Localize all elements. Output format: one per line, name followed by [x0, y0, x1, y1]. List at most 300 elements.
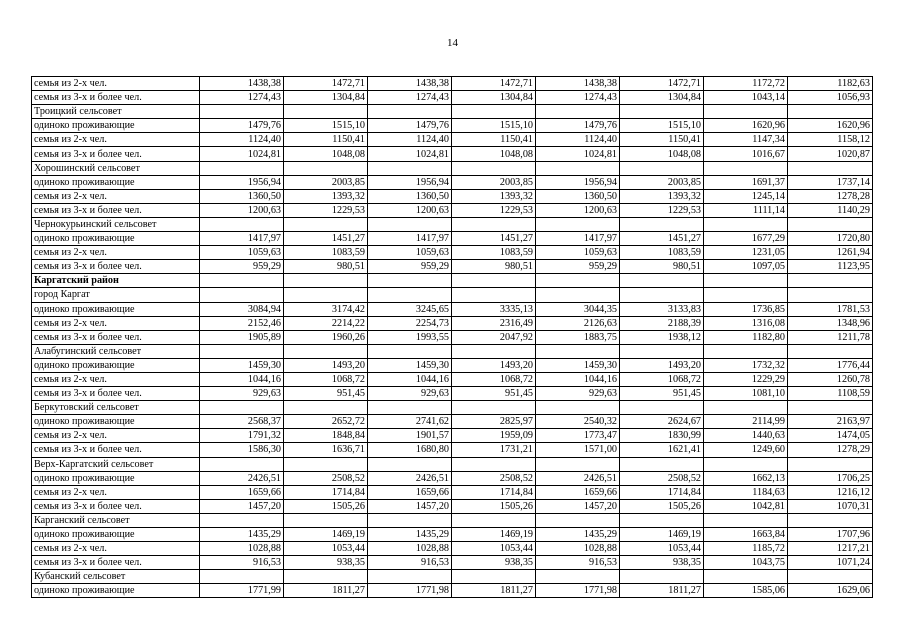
- value-cell: [704, 344, 788, 358]
- value-cell: 3044,35: [536, 302, 620, 316]
- tariff-table: [31, 76, 873, 598]
- value-cell: 1304,84: [620, 91, 704, 105]
- value-cell: 938,35: [452, 556, 536, 570]
- value-cell: 2126,63: [536, 316, 620, 330]
- table-row: [32, 471, 873, 485]
- value-cell: [284, 401, 368, 415]
- value-cell: 1451,27: [284, 232, 368, 246]
- table-row: [32, 330, 873, 344]
- value-cell: 1620,96: [788, 119, 873, 133]
- value-cell: 1680,80: [368, 443, 452, 457]
- value-cell: 1261,94: [788, 246, 873, 260]
- value-cell: [200, 217, 284, 231]
- value-cell: 1515,10: [284, 119, 368, 133]
- value-cell: [620, 457, 704, 471]
- value-cell: 1771,99: [200, 584, 284, 598]
- value-cell: 1659,66: [536, 485, 620, 499]
- section-name: Троицкий сельсовет: [32, 105, 200, 119]
- value-cell: 1042,81: [704, 499, 788, 513]
- value-cell: 1662,13: [704, 471, 788, 485]
- value-cell: [788, 344, 873, 358]
- value-cell: 2568,37: [200, 415, 284, 429]
- value-cell: [368, 344, 452, 358]
- value-cell: [536, 457, 620, 471]
- table-row: [32, 443, 873, 457]
- table-row: [32, 77, 873, 91]
- value-cell: 1024,81: [200, 147, 284, 161]
- section-header-row: [32, 513, 873, 527]
- value-cell: 1150,41: [452, 133, 536, 147]
- value-cell: [536, 288, 620, 302]
- value-cell: [788, 217, 873, 231]
- value-cell: [536, 217, 620, 231]
- row-label: семья из 3-х и более чел.: [32, 147, 200, 161]
- value-cell: 1020,87: [788, 147, 873, 161]
- value-cell: 1505,26: [620, 499, 704, 513]
- value-cell: 1360,50: [368, 189, 452, 203]
- value-cell: 1231,05: [704, 246, 788, 260]
- value-cell: 1459,30: [200, 358, 284, 372]
- value-cell: 1048,08: [620, 147, 704, 161]
- value-cell: 1621,41: [620, 443, 704, 457]
- value-cell: 1278,29: [788, 443, 873, 457]
- value-cell: 1140,29: [788, 203, 873, 217]
- row-label: семья из 2-х чел.: [32, 189, 200, 203]
- value-cell: 1438,38: [536, 77, 620, 91]
- value-cell: 1956,94: [536, 175, 620, 189]
- value-cell: 1083,59: [452, 246, 536, 260]
- value-cell: 1360,50: [536, 189, 620, 203]
- value-cell: [452, 570, 536, 584]
- value-cell: 1515,10: [620, 119, 704, 133]
- value-cell: [452, 288, 536, 302]
- value-cell: 1435,29: [536, 528, 620, 542]
- value-cell: 1124,40: [368, 133, 452, 147]
- value-cell: 1732,32: [704, 358, 788, 372]
- value-cell: 951,45: [284, 387, 368, 401]
- value-cell: 1260,78: [788, 372, 873, 386]
- value-cell: [452, 105, 536, 119]
- value-cell: 3084,94: [200, 302, 284, 316]
- value-cell: 1811,27: [284, 584, 368, 598]
- value-cell: 2047,92: [452, 330, 536, 344]
- row-label: семья из 2-х чел.: [32, 429, 200, 443]
- value-cell: 1024,81: [536, 147, 620, 161]
- value-cell: 1474,05: [788, 429, 873, 443]
- value-cell: 2316,49: [452, 316, 536, 330]
- row-label: одиноко проживающие: [32, 584, 200, 598]
- value-cell: [200, 401, 284, 415]
- section-header-row: [32, 570, 873, 584]
- value-cell: 1771,98: [368, 584, 452, 598]
- value-cell: 3335,13: [452, 302, 536, 316]
- table-row: [32, 189, 873, 203]
- value-cell: 1316,08: [704, 316, 788, 330]
- table-row: [32, 91, 873, 105]
- value-cell: 1479,76: [200, 119, 284, 133]
- value-cell: 1479,76: [536, 119, 620, 133]
- row-label: семья из 2-х чел.: [32, 485, 200, 499]
- value-cell: 1472,71: [620, 77, 704, 91]
- value-cell: 1229,53: [620, 203, 704, 217]
- value-cell: 1435,29: [368, 528, 452, 542]
- value-cell: [284, 161, 368, 175]
- value-cell: 1515,10: [452, 119, 536, 133]
- value-cell: 1108,59: [788, 387, 873, 401]
- table-row: [32, 203, 873, 217]
- value-cell: 1172,72: [704, 77, 788, 91]
- value-cell: 1229,53: [452, 203, 536, 217]
- value-cell: [284, 288, 368, 302]
- value-cell: [536, 161, 620, 175]
- row-label: семья из 2-х чел.: [32, 133, 200, 147]
- value-cell: 1776,44: [788, 358, 873, 372]
- value-cell: 1417,97: [368, 232, 452, 246]
- value-cell: 1229,53: [284, 203, 368, 217]
- value-cell: 1216,12: [788, 485, 873, 499]
- value-cell: [368, 217, 452, 231]
- value-cell: 1068,72: [620, 372, 704, 386]
- value-cell: [788, 161, 873, 175]
- value-cell: 1028,88: [368, 542, 452, 556]
- value-cell: [368, 288, 452, 302]
- value-cell: 1435,29: [200, 528, 284, 542]
- district-header-row: [32, 274, 873, 288]
- value-cell: 1048,08: [284, 147, 368, 161]
- value-cell: [284, 344, 368, 358]
- row-label: семья из 3-х и более чел.: [32, 556, 200, 570]
- value-cell: 2741,62: [368, 415, 452, 429]
- value-cell: [788, 401, 873, 415]
- value-cell: 2214,22: [284, 316, 368, 330]
- table-row: [32, 246, 873, 260]
- value-cell: 1016,67: [704, 147, 788, 161]
- value-cell: 2540,32: [536, 415, 620, 429]
- value-cell: 1070,31: [788, 499, 873, 513]
- value-cell: 1736,85: [704, 302, 788, 316]
- value-cell: 1083,59: [284, 246, 368, 260]
- value-cell: 1184,63: [704, 485, 788, 499]
- value-cell: [452, 513, 536, 527]
- table-row: [32, 302, 873, 316]
- value-cell: 1451,27: [620, 232, 704, 246]
- value-cell: [536, 344, 620, 358]
- value-cell: 1071,24: [788, 556, 873, 570]
- row-label: семья из 3-х и более чел.: [32, 387, 200, 401]
- value-cell: 1585,06: [704, 584, 788, 598]
- value-cell: 2003,85: [284, 175, 368, 189]
- value-cell: 1068,72: [284, 372, 368, 386]
- section-name: город Каргат: [32, 288, 200, 302]
- section-header-row: [32, 105, 873, 119]
- value-cell: [452, 161, 536, 175]
- row-label: одиноко проживающие: [32, 175, 200, 189]
- value-cell: 1053,44: [620, 542, 704, 556]
- value-cell: [200, 274, 284, 288]
- value-cell: [452, 401, 536, 415]
- value-cell: 2188,39: [620, 316, 704, 330]
- value-cell: [368, 570, 452, 584]
- value-cell: 1068,72: [452, 372, 536, 386]
- value-cell: 1791,32: [200, 429, 284, 443]
- section-name: Карганский сельсовет: [32, 513, 200, 527]
- value-cell: [620, 161, 704, 175]
- value-cell: 1848,84: [284, 429, 368, 443]
- value-cell: 1571,00: [536, 443, 620, 457]
- value-cell: [704, 288, 788, 302]
- value-cell: 1059,63: [368, 246, 452, 260]
- value-cell: 1304,84: [284, 91, 368, 105]
- value-cell: 2426,51: [200, 471, 284, 485]
- table-row: [32, 429, 873, 443]
- value-cell: 3133,83: [620, 302, 704, 316]
- value-cell: 1393,32: [452, 189, 536, 203]
- value-cell: 916,53: [536, 556, 620, 570]
- value-cell: [284, 570, 368, 584]
- value-cell: 929,63: [536, 387, 620, 401]
- value-cell: 1493,20: [620, 358, 704, 372]
- value-cell: [284, 105, 368, 119]
- value-cell: 1059,63: [200, 246, 284, 260]
- value-cell: 1249,60: [704, 443, 788, 457]
- value-cell: [620, 274, 704, 288]
- value-cell: [200, 105, 284, 119]
- value-cell: 1901,57: [368, 429, 452, 443]
- value-cell: 929,63: [368, 387, 452, 401]
- value-cell: 2825,97: [452, 415, 536, 429]
- table-row: [32, 542, 873, 556]
- value-cell: 1048,08: [452, 147, 536, 161]
- value-cell: 1274,43: [200, 91, 284, 105]
- row-label: семья из 3-х и более чел.: [32, 330, 200, 344]
- value-cell: 1956,94: [368, 175, 452, 189]
- value-cell: 2426,51: [368, 471, 452, 485]
- row-label: семья из 2-х чел.: [32, 246, 200, 260]
- value-cell: [452, 274, 536, 288]
- value-cell: 1182,63: [788, 77, 873, 91]
- value-cell: 1469,19: [284, 528, 368, 542]
- value-cell: 1043,75: [704, 556, 788, 570]
- value-cell: 1044,16: [536, 372, 620, 386]
- value-cell: 1457,20: [200, 499, 284, 513]
- value-cell: 2114,99: [704, 415, 788, 429]
- value-cell: [620, 105, 704, 119]
- value-cell: 1274,43: [536, 91, 620, 105]
- value-cell: 1781,53: [788, 302, 873, 316]
- table-row: [32, 485, 873, 499]
- value-cell: 1150,41: [620, 133, 704, 147]
- value-cell: 1714,84: [284, 485, 368, 499]
- value-cell: 1028,88: [536, 542, 620, 556]
- value-cell: 1028,88: [200, 542, 284, 556]
- value-cell: 1024,81: [368, 147, 452, 161]
- section-name: Беркутовский сельсовет: [32, 401, 200, 415]
- value-cell: 2003,85: [620, 175, 704, 189]
- row-label: одиноко проживающие: [32, 471, 200, 485]
- value-cell: 1659,66: [200, 485, 284, 499]
- value-cell: 1459,30: [368, 358, 452, 372]
- value-cell: [704, 105, 788, 119]
- value-cell: 1182,80: [704, 330, 788, 344]
- value-cell: 2508,52: [284, 471, 368, 485]
- value-cell: 1043,14: [704, 91, 788, 105]
- value-cell: 1714,84: [620, 485, 704, 499]
- value-cell: 1158,12: [788, 133, 873, 147]
- table-row: [32, 499, 873, 513]
- value-cell: 1469,19: [452, 528, 536, 542]
- value-cell: 1620,96: [704, 119, 788, 133]
- value-cell: 1469,19: [620, 528, 704, 542]
- value-cell: [788, 457, 873, 471]
- section-name: Хорошинский сельсовет: [32, 161, 200, 175]
- value-cell: [368, 105, 452, 119]
- table-row: [32, 175, 873, 189]
- row-label: одиноко проживающие: [32, 302, 200, 316]
- value-cell: 980,51: [284, 260, 368, 274]
- value-cell: 1044,16: [368, 372, 452, 386]
- row-label: семья из 3-х и более чел.: [32, 443, 200, 457]
- value-cell: [704, 274, 788, 288]
- value-cell: 1440,63: [704, 429, 788, 443]
- value-cell: 1053,44: [284, 542, 368, 556]
- section-header-row: [32, 161, 873, 175]
- value-cell: 2163,97: [788, 415, 873, 429]
- value-cell: 951,45: [620, 387, 704, 401]
- value-cell: [620, 344, 704, 358]
- table-row: [32, 133, 873, 147]
- value-cell: 1811,27: [620, 584, 704, 598]
- value-cell: 1771,98: [536, 584, 620, 598]
- value-cell: 1459,30: [536, 358, 620, 372]
- value-cell: 1245,14: [704, 189, 788, 203]
- value-cell: 1081,10: [704, 387, 788, 401]
- table-row: [32, 358, 873, 372]
- value-cell: [284, 513, 368, 527]
- table-row: [32, 260, 873, 274]
- value-cell: 1147,34: [704, 133, 788, 147]
- value-cell: [536, 274, 620, 288]
- value-cell: 938,35: [284, 556, 368, 570]
- section-name: Верх-Каргатский сельсовет: [32, 457, 200, 471]
- page-number: 14: [447, 37, 458, 49]
- value-cell: 1720,80: [788, 232, 873, 246]
- value-cell: 1056,93: [788, 91, 873, 105]
- section-name: Чернокурьинский сельсовет: [32, 217, 200, 231]
- value-cell: 1811,27: [452, 584, 536, 598]
- value-cell: [620, 401, 704, 415]
- value-cell: 1960,26: [284, 330, 368, 344]
- value-cell: [452, 217, 536, 231]
- row-label: семья из 3-х и более чел.: [32, 91, 200, 105]
- value-cell: 1586,30: [200, 443, 284, 457]
- value-cell: 1393,32: [284, 189, 368, 203]
- value-cell: [368, 161, 452, 175]
- value-cell: [284, 274, 368, 288]
- value-cell: [368, 401, 452, 415]
- value-cell: 1691,37: [704, 175, 788, 189]
- value-cell: [788, 105, 873, 119]
- section-header-row: [32, 217, 873, 231]
- value-cell: 1417,97: [536, 232, 620, 246]
- value-cell: 3174,42: [284, 302, 368, 316]
- value-cell: 2254,73: [368, 316, 452, 330]
- value-cell: 1737,14: [788, 175, 873, 189]
- value-cell: 2426,51: [536, 471, 620, 485]
- value-cell: [200, 570, 284, 584]
- value-cell: 959,29: [368, 260, 452, 274]
- value-cell: [620, 288, 704, 302]
- value-cell: 1993,55: [368, 330, 452, 344]
- table-row: [32, 415, 873, 429]
- value-cell: 1044,16: [200, 372, 284, 386]
- value-cell: 1124,40: [536, 133, 620, 147]
- value-cell: [368, 457, 452, 471]
- section-header-row: [32, 344, 873, 358]
- value-cell: [704, 401, 788, 415]
- value-cell: 1956,94: [200, 175, 284, 189]
- value-cell: [368, 274, 452, 288]
- value-cell: 1278,28: [788, 189, 873, 203]
- value-cell: 1479,76: [368, 119, 452, 133]
- value-cell: 1636,71: [284, 443, 368, 457]
- value-cell: 1773,47: [536, 429, 620, 443]
- row-label: семья из 3-х и более чел.: [32, 499, 200, 513]
- value-cell: 2652,72: [284, 415, 368, 429]
- value-cell: 2508,52: [620, 471, 704, 485]
- value-cell: [536, 105, 620, 119]
- value-cell: [788, 274, 873, 288]
- value-cell: 1959,09: [452, 429, 536, 443]
- value-cell: 1304,84: [452, 91, 536, 105]
- value-cell: [452, 344, 536, 358]
- value-cell: 1200,63: [368, 203, 452, 217]
- value-cell: 1360,50: [200, 189, 284, 203]
- district-name: Каргатский район: [32, 274, 200, 288]
- row-label: одиноко проживающие: [32, 358, 200, 372]
- table-body: [32, 77, 873, 598]
- value-cell: 959,29: [536, 260, 620, 274]
- value-cell: 1629,06: [788, 584, 873, 598]
- value-cell: [452, 457, 536, 471]
- value-cell: 1417,97: [200, 232, 284, 246]
- section-header-row: [32, 401, 873, 415]
- value-cell: [368, 513, 452, 527]
- value-cell: 1083,59: [620, 246, 704, 260]
- value-cell: 1438,38: [368, 77, 452, 91]
- value-cell: 1493,20: [452, 358, 536, 372]
- value-cell: 3245,65: [368, 302, 452, 316]
- value-cell: 1111,14: [704, 203, 788, 217]
- value-cell: 2003,85: [452, 175, 536, 189]
- row-label: одиноко проживающие: [32, 528, 200, 542]
- table-row: [32, 316, 873, 330]
- value-cell: [200, 344, 284, 358]
- value-cell: 1905,89: [200, 330, 284, 344]
- section-header-row: [32, 288, 873, 302]
- table-row: [32, 556, 873, 570]
- value-cell: 951,45: [452, 387, 536, 401]
- value-cell: 1451,27: [452, 232, 536, 246]
- value-cell: 1393,32: [620, 189, 704, 203]
- value-cell: 1097,05: [704, 260, 788, 274]
- table-row: [32, 387, 873, 401]
- value-cell: 1229,29: [704, 372, 788, 386]
- row-label: семья из 2-х чел.: [32, 77, 200, 91]
- value-cell: 1472,71: [452, 77, 536, 91]
- value-cell: 980,51: [620, 260, 704, 274]
- value-cell: [200, 457, 284, 471]
- value-cell: 1714,84: [452, 485, 536, 499]
